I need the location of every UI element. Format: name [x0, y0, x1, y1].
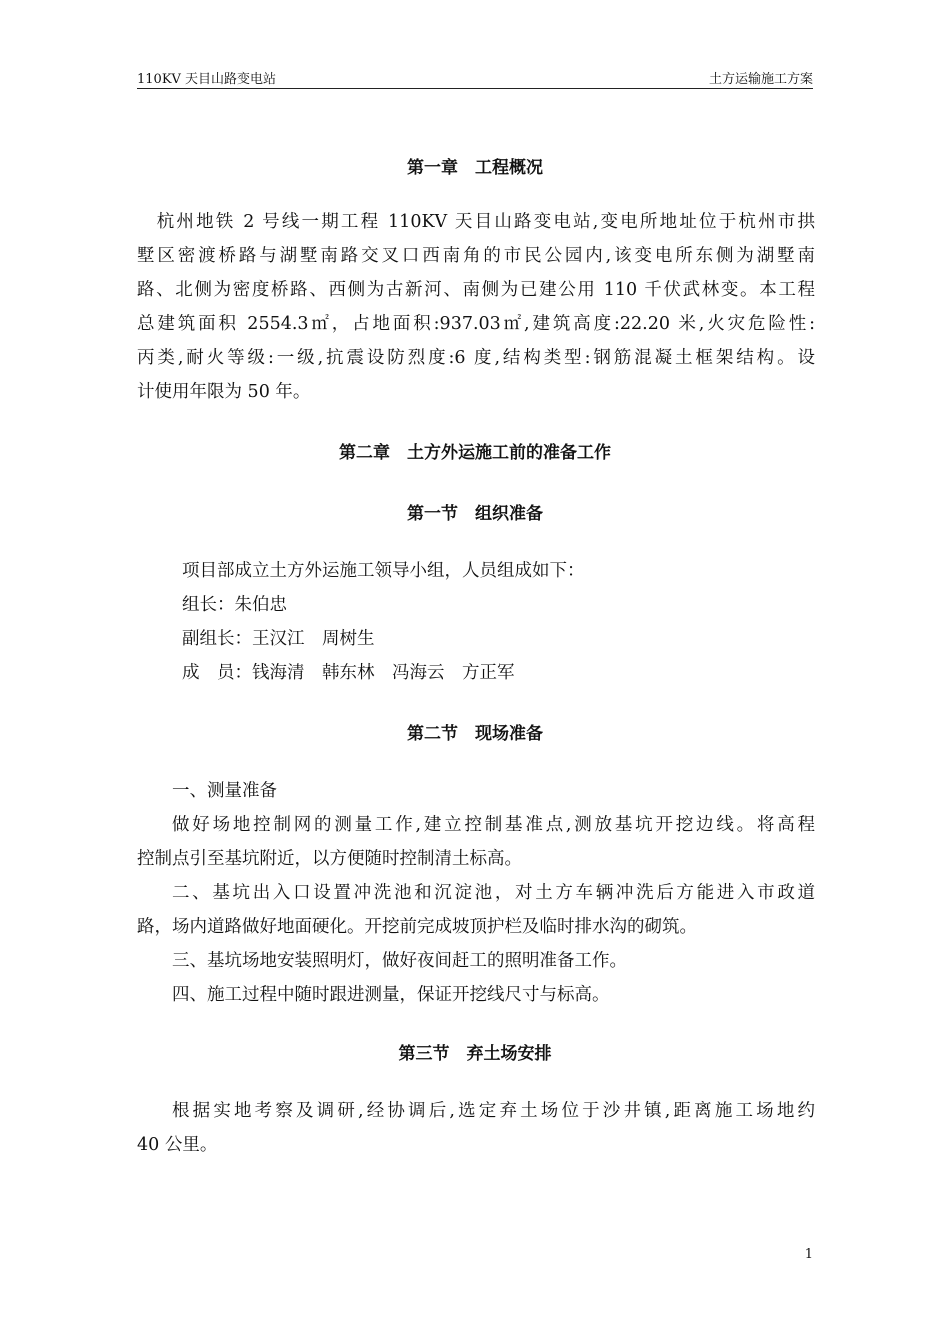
- text-line: 成 员：钱海清 韩东林 冯海云 方正军: [182, 663, 515, 683]
- text-line: 计使用年限为 50 年。: [137, 382, 311, 402]
- page-header: [137, 66, 813, 89]
- section-3-body: [137, 1094, 815, 1162]
- text-line: 控制点引至基坑附近，以方便随时控制清土标高。: [137, 849, 522, 869]
- text-line: 组长：朱伯忠: [182, 595, 287, 615]
- text-line: 项目部成立土方外运施工领导小组，人员组成如下：: [182, 561, 585, 581]
- text-line: 路、北侧为密度桥路、西侧为古新河、南侧为已建公用 110 千伏武林变。本工程: [137, 280, 815, 300]
- text-line: 40 公里。: [137, 1135, 218, 1155]
- text-line: 做好场地控制网的测量工作,建立控制基准点,测放基坑开挖边线。将高程: [172, 815, 815, 835]
- text-line: 三、基坑场地安装照明灯，做好夜间赶工的照明准备工作。: [172, 951, 627, 971]
- header-right: 土方运输施工方案: [708, 72, 813, 87]
- text-line: 杭州地铁 2 号线一期工程 110KV 天目山路变电站,变电所地址位于杭州市拱: [137, 212, 815, 232]
- page-number: 1: [804, 1247, 813, 1262]
- text-line: 丙类,耐火等级:一级,抗震设防烈度:6 度,结构类型:钢筋混凝土框架结构。设: [137, 348, 815, 368]
- text-line: 根据实地考察及调研,经协调后,选定弃土场位于沙井镇,距离施工场地约: [172, 1101, 815, 1121]
- text-line: 四、施工过程中随时跟进测量，保证开挖线尺寸与标高。: [172, 985, 610, 1005]
- chapter-2-title: 第二章 土方外运施工前的准备工作: [339, 443, 611, 463]
- text-line: 总建筑面积 2554.3㎡，占地面积:937.03㎡,建筑高度:22.20 米,火灾危险性:: [137, 314, 815, 334]
- chapter-1-paragraph: [137, 205, 815, 409]
- section-2-body: [137, 774, 815, 1012]
- header-left: 110KV 天目山路变电站: [137, 72, 277, 87]
- text-line: 路，场内道路做好地面硬化。开挖前完成坡顶护栏及临时排水沟的砌筑。: [137, 917, 697, 937]
- text-line: 一、测量准备: [172, 781, 277, 801]
- section-1-body: [182, 554, 815, 690]
- text-line: 二、基坑出入口设置冲洗池和沉淀池，对土方车辆冲洗后方能进入市政道: [172, 883, 815, 903]
- section-1-title: 第一节 组织准备: [407, 504, 543, 524]
- text-line: 副组长：王汉江 周树生: [182, 629, 375, 649]
- text-line: 墅区密渡桥路与湖墅南路交叉口西南角的市民公园内,该变电所东侧为湖墅南: [137, 246, 815, 266]
- chapter-1-title: 第一章 工程概况: [407, 158, 543, 178]
- section-3-title: 第三节 弃土场安排: [398, 1044, 552, 1064]
- section-2-title: 第二节 现场准备: [407, 724, 543, 744]
